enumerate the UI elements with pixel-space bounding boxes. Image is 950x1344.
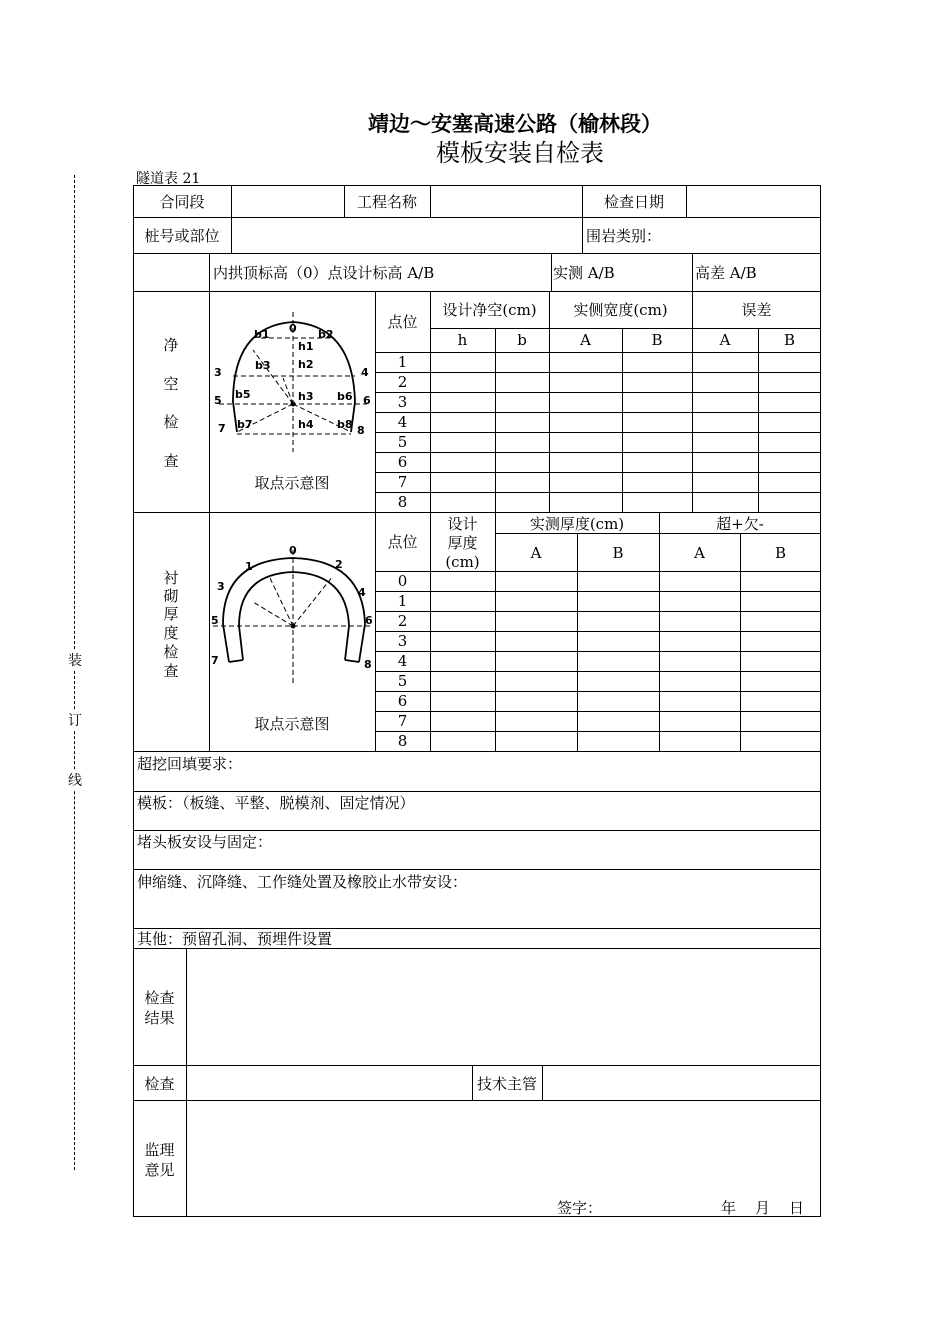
- diagram-label: h1: [298, 340, 314, 353]
- day-label: 日: [789, 1199, 805, 1217]
- elevation-diff-label: 高差 A/B: [695, 264, 757, 282]
- diagram-label: h2: [298, 358, 314, 371]
- formwork-row-label: 模板：（板缝、平整、脱模剂、固定情况）: [137, 794, 415, 812]
- diagram-label: 7: [218, 422, 226, 435]
- clearance-sub-header: A: [719, 331, 731, 349]
- lining-label-char: 检: [163, 643, 179, 661]
- clearance-point: 8: [397, 493, 408, 511]
- diagram-label: 7: [211, 654, 219, 667]
- clearance-label-char: 净: [163, 336, 179, 354]
- clearance-point-header: 点位: [387, 313, 418, 331]
- clearance-sub-header: h: [457, 331, 468, 349]
- other-row-label: 其他：预留孔洞、预埋件设置: [137, 930, 333, 948]
- diagram-label: 0: [289, 544, 297, 557]
- check-date-label: 检查日期: [603, 193, 664, 211]
- lining-over-under-header: 超+欠-: [716, 515, 764, 533]
- station-label: 桩号或部位: [144, 227, 220, 245]
- diagram-label: 2: [335, 558, 343, 571]
- diagram-label: b5: [235, 388, 251, 401]
- supervisor-label: 监理: [144, 1141, 175, 1159]
- lining-point-header: 点位: [387, 533, 418, 551]
- rock-class-label: 围岩类别：: [586, 227, 662, 245]
- diagram-label: b3: [255, 359, 271, 372]
- lining-point: 7: [397, 712, 408, 730]
- clearance-point: 1: [397, 353, 408, 371]
- design-elevation-label: 内拱顶标高（0）点设计标高 A/B: [213, 264, 435, 282]
- lining-label-char: 查: [163, 662, 179, 680]
- diagram-label: 8: [357, 424, 365, 437]
- lining-point: 0: [397, 572, 408, 590]
- clearance-sub-header: B: [651, 331, 663, 349]
- clearance-measured-header: 实侧宽度(cm): [573, 301, 668, 319]
- diagram-label: 0: [289, 322, 297, 335]
- diagram-label: h4: [298, 418, 314, 431]
- lining-sub-header: A: [530, 544, 542, 562]
- diagram-label: b8: [337, 418, 353, 431]
- project-name-label: 工程名称: [356, 193, 417, 211]
- clearance-diagram-caption: 取点示意图: [254, 474, 330, 492]
- lining-diagram-caption: 取点示意图: [254, 715, 330, 733]
- clearance-diagram: [209, 292, 375, 472]
- clearance-design-header: 设计净空(cm): [442, 301, 537, 319]
- diagram-label: b2: [318, 328, 334, 341]
- diagram-label: 5: [214, 394, 222, 407]
- lining-label-char: 砌: [163, 587, 179, 605]
- lining-point: 3: [397, 632, 408, 650]
- clearance-sub-header: B: [783, 331, 796, 349]
- lining-sub-header: B: [612, 544, 624, 562]
- clearance-point: 3: [397, 393, 408, 411]
- diagram-label: 4: [361, 366, 369, 379]
- diagram-label: 5: [211, 614, 219, 627]
- supervisor-label: 意见: [144, 1161, 175, 1179]
- clearance-point: 2: [397, 373, 408, 391]
- clearance-point: 7: [397, 473, 408, 491]
- clearance-sub-header: b: [517, 331, 527, 349]
- measured-elevation-label: 实测 A/B: [553, 264, 615, 282]
- end-plate-row-label: 堵头板安设与固定：: [137, 833, 273, 851]
- clearance-error-header: 误差: [741, 301, 772, 319]
- diagram-label: 1: [245, 560, 253, 573]
- binding-line: [74, 175, 75, 1170]
- lining-design-header: (cm): [445, 553, 480, 571]
- clearance-label-char: 查: [163, 452, 179, 470]
- year-label: 年: [721, 1199, 737, 1217]
- clearance-point: 4: [397, 413, 408, 431]
- diagram-label: b7: [237, 418, 253, 431]
- lining-label-char: 厚: [163, 605, 179, 623]
- checker-label: 检查: [144, 1075, 175, 1093]
- lining-label-char: 度: [163, 624, 179, 642]
- lining-point: 8: [397, 732, 408, 750]
- lining-sub-header: A: [694, 544, 705, 562]
- lining-measured-header: 实测厚度(cm): [529, 515, 625, 533]
- lining-point: 2: [397, 612, 408, 630]
- result-label: 检查: [144, 989, 175, 1007]
- lining-design-header: 厚度: [447, 534, 478, 552]
- lining-sub-header: B: [774, 544, 787, 562]
- diagram-label: 3: [217, 580, 225, 593]
- diagram-label: 3: [214, 366, 222, 379]
- clearance-point: 6: [397, 453, 408, 471]
- clearance-label-char: 检: [163, 413, 179, 431]
- result-label: 结果: [144, 1009, 175, 1027]
- signature-label: 签字：: [557, 1199, 603, 1217]
- document-subtitle: 模板安装自检表: [436, 139, 604, 167]
- binding-char: 订: [68, 713, 82, 729]
- lining-point: 5: [397, 672, 408, 690]
- month-label: 月: [755, 1199, 771, 1217]
- lining-point: 1: [397, 592, 408, 610]
- overbreak-row-label: 超挖回填要求：: [137, 755, 243, 773]
- form-number: 隧道表 21: [136, 171, 201, 187]
- clearance-point: 5: [397, 433, 408, 451]
- diagram-label: h3: [298, 390, 314, 403]
- diagram-label: 6: [365, 614, 373, 627]
- lining-diagram: [209, 514, 375, 714]
- lining-point: 4: [397, 652, 408, 670]
- diagram-label: 4: [358, 586, 366, 599]
- contract-label: 合同段: [159, 193, 205, 211]
- binding-char: 线: [68, 773, 82, 789]
- diagram-label: b1: [254, 328, 270, 341]
- tech-lead-label: 技术主管: [476, 1075, 537, 1093]
- lining-label-char: 衬: [163, 569, 179, 587]
- document-title: 靖边～安塞高速公路（榆林段）: [368, 112, 662, 136]
- clearance-sub-header: A: [580, 331, 591, 349]
- joints-row-label: 伸缩缝、沉降缝、工作缝处置及橡胶止水带安设：: [137, 873, 468, 891]
- lining-design-header: 设计: [447, 515, 478, 533]
- diagram-label: 8: [364, 658, 372, 671]
- lining-point: 6: [397, 692, 408, 710]
- clearance-label-char: 空: [163, 375, 179, 393]
- diagram-label: 6: [363, 394, 371, 407]
- diagram-label: b6: [337, 390, 353, 403]
- binding-char: 装: [68, 653, 82, 669]
